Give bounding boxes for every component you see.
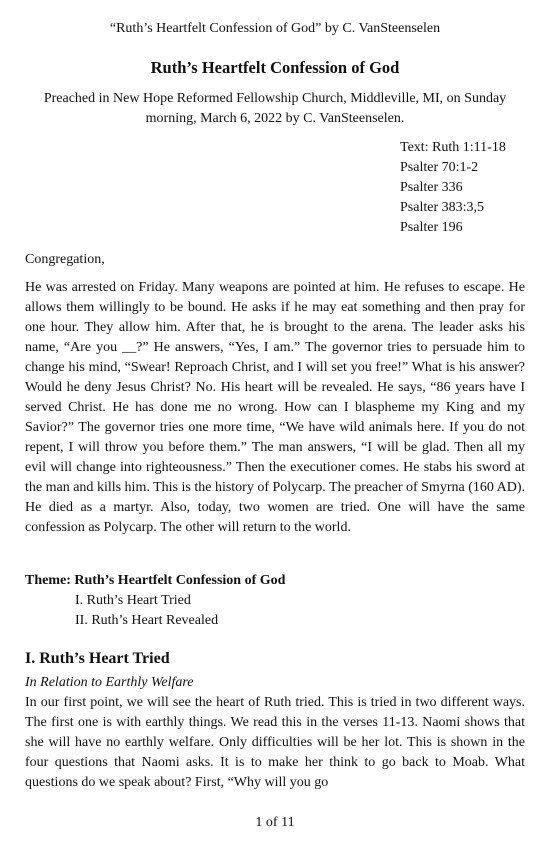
greeting: Congregation, <box>25 252 105 267</box>
reference-psalter: Psalter 336 <box>400 180 463 195</box>
page-number: 1 of 11 <box>255 815 295 830</box>
reference-psalter: Psalter 196 <box>400 220 463 235</box>
theme-point: I. Ruth’s Heart Tried <box>75 593 191 608</box>
scripture-references <box>400 138 530 238</box>
section-paragraph: In our first point, we will see the heart of Ruth tried. This is tried in two different ways. The first one is with earthly things. We read this in the verses 11-13. Naomi shows that she will have no earthly welfare. Only difficulties will be her lot. This is shown in the four questions that Naomi asks. It is to make her think to go back to Moab. What questions do we speak about? First, “Why will you go <box>25 695 525 790</box>
running-header: “Ruth’s Heartfelt Confession of God” by C. VanSteenselen <box>109 21 441 36</box>
theme-points <box>25 591 525 631</box>
theme-point: II. Ruth’s Heart Revealed <box>75 613 219 628</box>
section-heading: I. Ruth’s Heart Tried <box>25 650 170 667</box>
reference-psalter: Psalter 70:1-2 <box>400 160 479 175</box>
sermon-title: Ruth’s Heartfelt Confession of God <box>150 58 400 77</box>
theme-title: Theme: Ruth’s Heartfelt Confession of God <box>25 573 286 588</box>
intro-paragraph: He was arrested on Friday. Many weapons are pointed at him. He refuses to escape. He allows them willingly to be bound. He asks if he may eat something and then pray for one hour. They allow him. After that, he is brought to the arena. The leader asks his name, “Are you __?” He answers, “Yes, I am.” The governor tries to persuade him to change his mind, “Swear! Reproach Christ, and I will set you free!” What is his answer? Would he deny Jesus Christ? No. His heart will be revealed. He says, “86 years have I served Christ. He has done me no wrong. How can I blaspheme my King and my Savior?” The governor tries one more time, “We have wild animals here. If you do not repent, I will throw you before them.” The man answers, “I will be glad. Then all my evil will change into righteousness.” Then the executioner comes. He stabs his sword at the man and kills him. This is the history of Polycarp. The preacher of Smyrna (160 AD). He died as a martyr. Also, today, two women are tried. One will have the same confession as Polycarp. The other will return to the world. <box>25 280 525 535</box>
document-page <box>25 0 525 850</box>
reference-psalter: Psalter 383:3,5 <box>400 200 484 215</box>
reference-text: Text: Ruth 1:11-18 <box>400 140 506 155</box>
section-subheading: In Relation to Earthly Welfare <box>25 675 194 690</box>
preached-info: Preached in New Hope Reformed Fellowship Church, Middleville, MI, on Sunday morning, March 6, 2022 by C. VanSteenselen. <box>43 91 507 126</box>
theme-block <box>25 571 525 631</box>
